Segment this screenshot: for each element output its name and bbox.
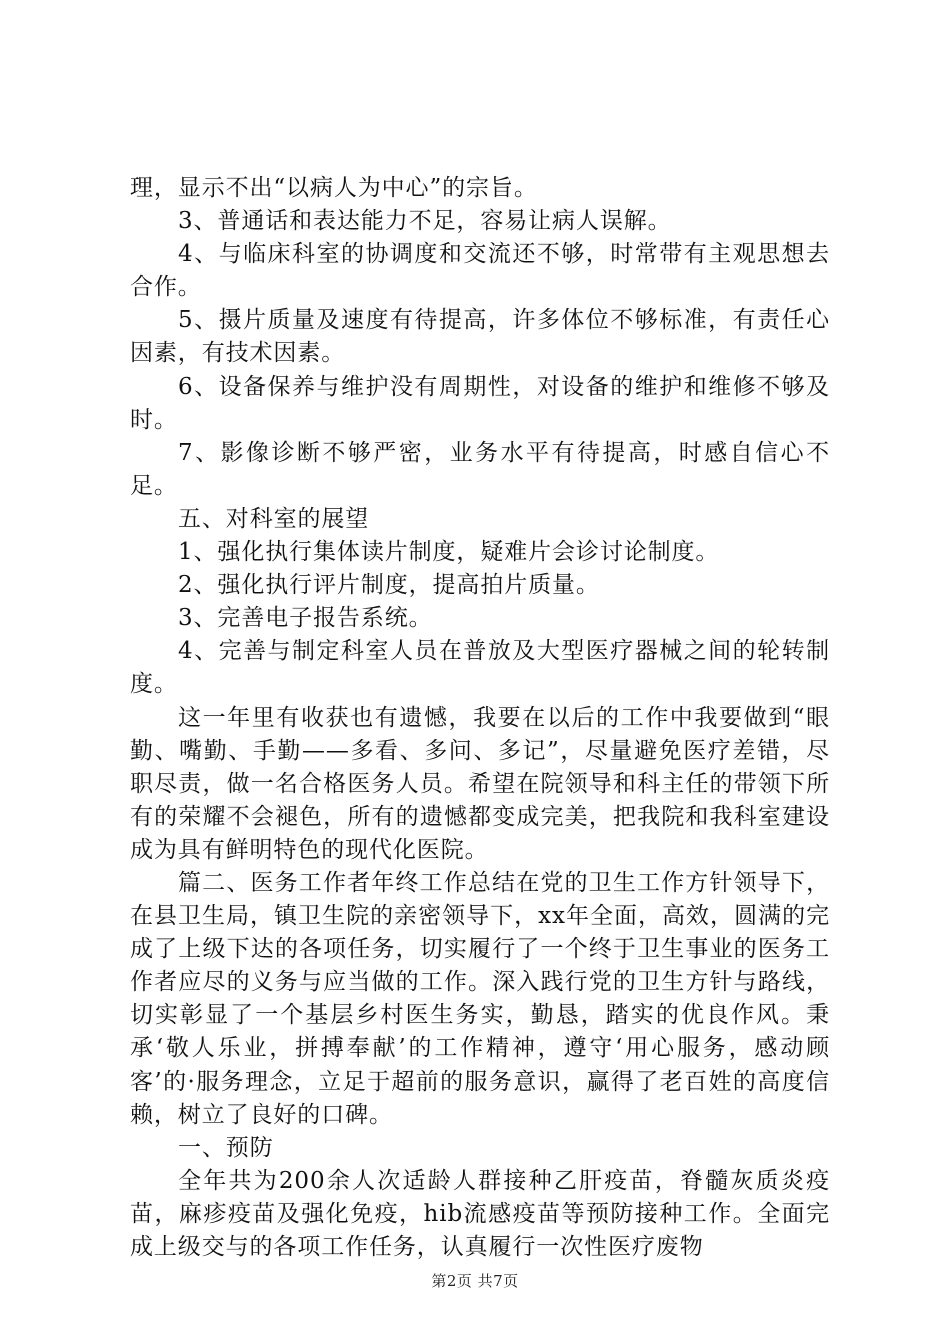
paragraph: 3、完善电子报告系统。 bbox=[178, 605, 433, 632]
paragraph: 全年共为200余人次适龄人群接种乙肝疫苗，脊髓灰质炎疫苗，麻疹疫苗及强化免疫，hib流感疫苗等预防接种工作。全面完成上级交与的各项工作任务，认真履行一次性医疗废物 bbox=[130, 1167, 830, 1260]
paragraph: 3、普通话和表达能力不足，容易让病人误解。 bbox=[178, 208, 672, 235]
section-heading: 一、预防 bbox=[178, 1134, 274, 1161]
paragraph: 理，显示不出“以病人为中心”的宗旨。 bbox=[130, 175, 538, 201]
section-heading: 五、对科室的展望 bbox=[178, 505, 370, 532]
document-body bbox=[130, 172, 830, 1264]
page-footer: 第2页 共7页 bbox=[431, 1272, 519, 1290]
paragraph: 1、强化执行集体读片制度，疑难片会诊讨论制度。 bbox=[178, 539, 720, 566]
paragraph: 篇二、医务工作者年终工作总结在党的卫生工作方针领导下，在县卫生局，镇卫生院的亲密领导下，xx年全面，高效，圆满的完成了上级下达的各项任务，切实履行了一个终于卫生事业的医务工作者应尽的义务与应当做的工作。深入践行党的卫生方针与路线，切实彰显了一个基层乡村医生务实，勤恳，踏实的优良作风。秉承‘敬人乐业，拼搏奉献’的工作精神，遵守‘用心服务，感动顾客’的·服务理念，立足于超前的服务意识，赢得了老百姓的高度信赖，树立了良好的口碑。 bbox=[130, 869, 830, 1128]
paragraph: 6、设备保养与维护没有周期性，对设备的维护和维修不够及时。 bbox=[130, 373, 830, 433]
paragraph: 7、影像诊断不够严密，业务水平有待提高，时感自信心不足。 bbox=[130, 439, 830, 499]
paragraph: 2、强化执行评片制度，提高拍片质量。 bbox=[178, 572, 600, 599]
paragraph: 这一年里有收获也有遗憾，我要在以后的工作中我要做到“眼勤、嘴勤、手勤——多看、多问、多记”，尽量避免医疗差错，尽职尽责，做一名合格医务人员。希望在院领导和科主任的带领下所有的荣耀不会褪色，所有的遗憾都变成完美，把我院和我科室建设成为具有鲜明特色的现代化医院。 bbox=[130, 704, 830, 863]
paragraph: 4、与临床科室的协调度和交流还不够，时常带有主观思想去合作。 bbox=[130, 241, 830, 301]
paragraph: 5、摄片质量及速度有待提高，许多体位不够标准，有责任心因素，有技术因素。 bbox=[130, 307, 830, 367]
paragraph: 4、完善与制定科室人员在普放及大型医疗器械之间的轮转制度。 bbox=[130, 638, 830, 698]
